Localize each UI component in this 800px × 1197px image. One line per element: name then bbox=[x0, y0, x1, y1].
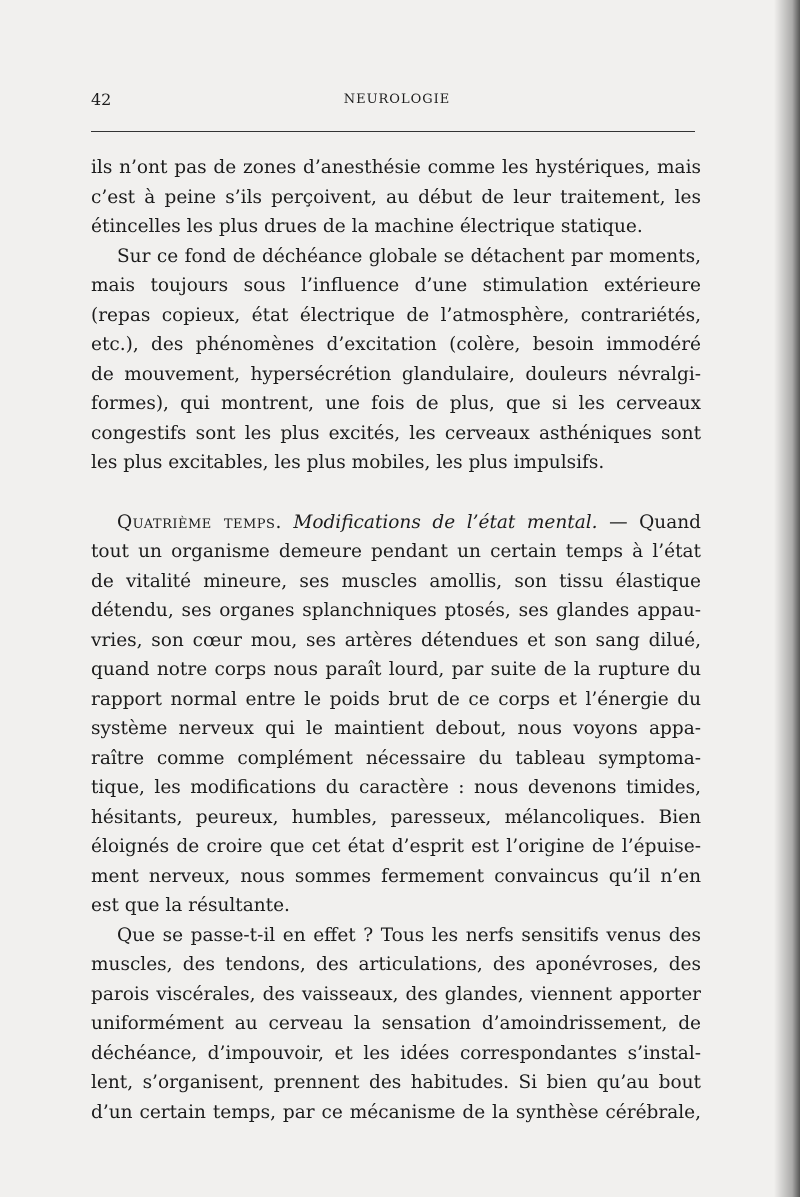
paragraph-2 bbox=[91, 242, 701, 478]
text-line: est que la résultante. bbox=[91, 895, 290, 916]
text-line: détendu, ses organes splanchniques ptosés, ses glandes appau- bbox=[91, 600, 701, 621]
paragraph-1 bbox=[91, 153, 701, 242]
text-line: Que se passe-t-il en effet ? Tous les nerfs sensitifs venus des bbox=[117, 924, 701, 946]
page-number: 42 bbox=[91, 90, 112, 109]
text-line: système nerveux qui le maintient debout, nous voyons appa- bbox=[91, 718, 701, 739]
page-edge-shadow bbox=[774, 0, 800, 1197]
text-line: de mouvement, hypersécrétion glandulaire, douleurs névralgi- bbox=[91, 363, 701, 385]
section-heading-title: Modifications de l’état mental. bbox=[293, 511, 598, 533]
section-quatrieme-temps bbox=[91, 508, 701, 921]
page-header bbox=[91, 90, 703, 114]
text-line: muscles, des tendons, des articulations, des aponévroses, des bbox=[91, 954, 701, 975]
text-line: d’un certain temps, par ce mécanisme de la synthèse cérébrale, bbox=[91, 1101, 701, 1123]
header-rule bbox=[91, 131, 695, 132]
section-heading-line bbox=[91, 508, 701, 538]
text-line: (repas copieux, état électrique de l’atmosphère, contrariétés, bbox=[91, 304, 701, 326]
text-line: c’est à peine s’ils perçoivent, au début de leur traitement, les bbox=[91, 186, 701, 208]
text-line: étincelles les plus drues de la machine électrique statique. bbox=[91, 216, 643, 237]
text-line: ment nerveux, nous sommes fermement convaincus qu’il n’en bbox=[91, 865, 701, 887]
text-line: mais toujours sous l’influence d’une stimulation extérieure bbox=[91, 275, 701, 296]
text-line: lent, s’organisent, prennent des habitudes. Si bien qu’au bout bbox=[91, 1072, 701, 1093]
section-gap bbox=[91, 478, 701, 508]
text-line: formes), qui montrent, une fois de plus, que si les cerveaux bbox=[91, 393, 701, 414]
text-line: tique, les modifications du caractère : nous devenons timides, bbox=[91, 777, 701, 798]
text-line: tout un organisme demeure pendant un certain temps à l’état bbox=[91, 541, 701, 562]
paragraph-4 bbox=[91, 921, 701, 1128]
body-text bbox=[91, 153, 701, 1127]
text-line: vries, son cœur mou, ses artères détendues et son sang dilué, bbox=[91, 629, 701, 651]
text-line: etc.), des phénomènes d’excitation (colère, besoin immodéré bbox=[91, 334, 701, 355]
text-line: quand notre corps nous paraît lourd, par suite de la rupture du bbox=[91, 659, 701, 680]
text-line: hésitants, peureux, humbles, paresseux, mélancoliques. Bien bbox=[91, 806, 701, 828]
section-heading-rest: — Quand bbox=[597, 511, 702, 533]
text-line: déchéance, d’impouvoir, et les idées correspondantes s’instal- bbox=[91, 1042, 701, 1064]
text-line: ils n’ont pas de zones d’anesthésie comme les hystériques, mais bbox=[91, 157, 701, 178]
text-line: raître comme complément nécessaire du tableau symptoma- bbox=[91, 747, 701, 769]
text-line: Sur ce fond de déchéance globale se détachent par moments, bbox=[117, 245, 701, 267]
text-line: les plus excitables, les plus mobiles, les plus impulsifs. bbox=[91, 452, 605, 473]
text-line: éloignés de croire que cet état d’esprit est l’origine de l’épuise- bbox=[91, 836, 701, 857]
text-line: de vitalité mineure, ses muscles amollis, son tissu élastique bbox=[91, 570, 701, 592]
text-line: uniformément au cerveau la sensation d’amoindrissement, de bbox=[91, 1013, 701, 1034]
text-line: congestifs sont les plus excités, les cerveaux asthéniques sont bbox=[91, 422, 701, 444]
text-line: parois viscérales, des vaisseaux, des glandes, viennent apporter bbox=[91, 983, 701, 1005]
text-line: rapport normal entre le poids brut de ce corps et l’énergie du bbox=[91, 688, 701, 710]
section-heading-label: Quatrième temps. bbox=[117, 511, 282, 533]
running-title: NEUROLOGIE bbox=[343, 92, 451, 107]
